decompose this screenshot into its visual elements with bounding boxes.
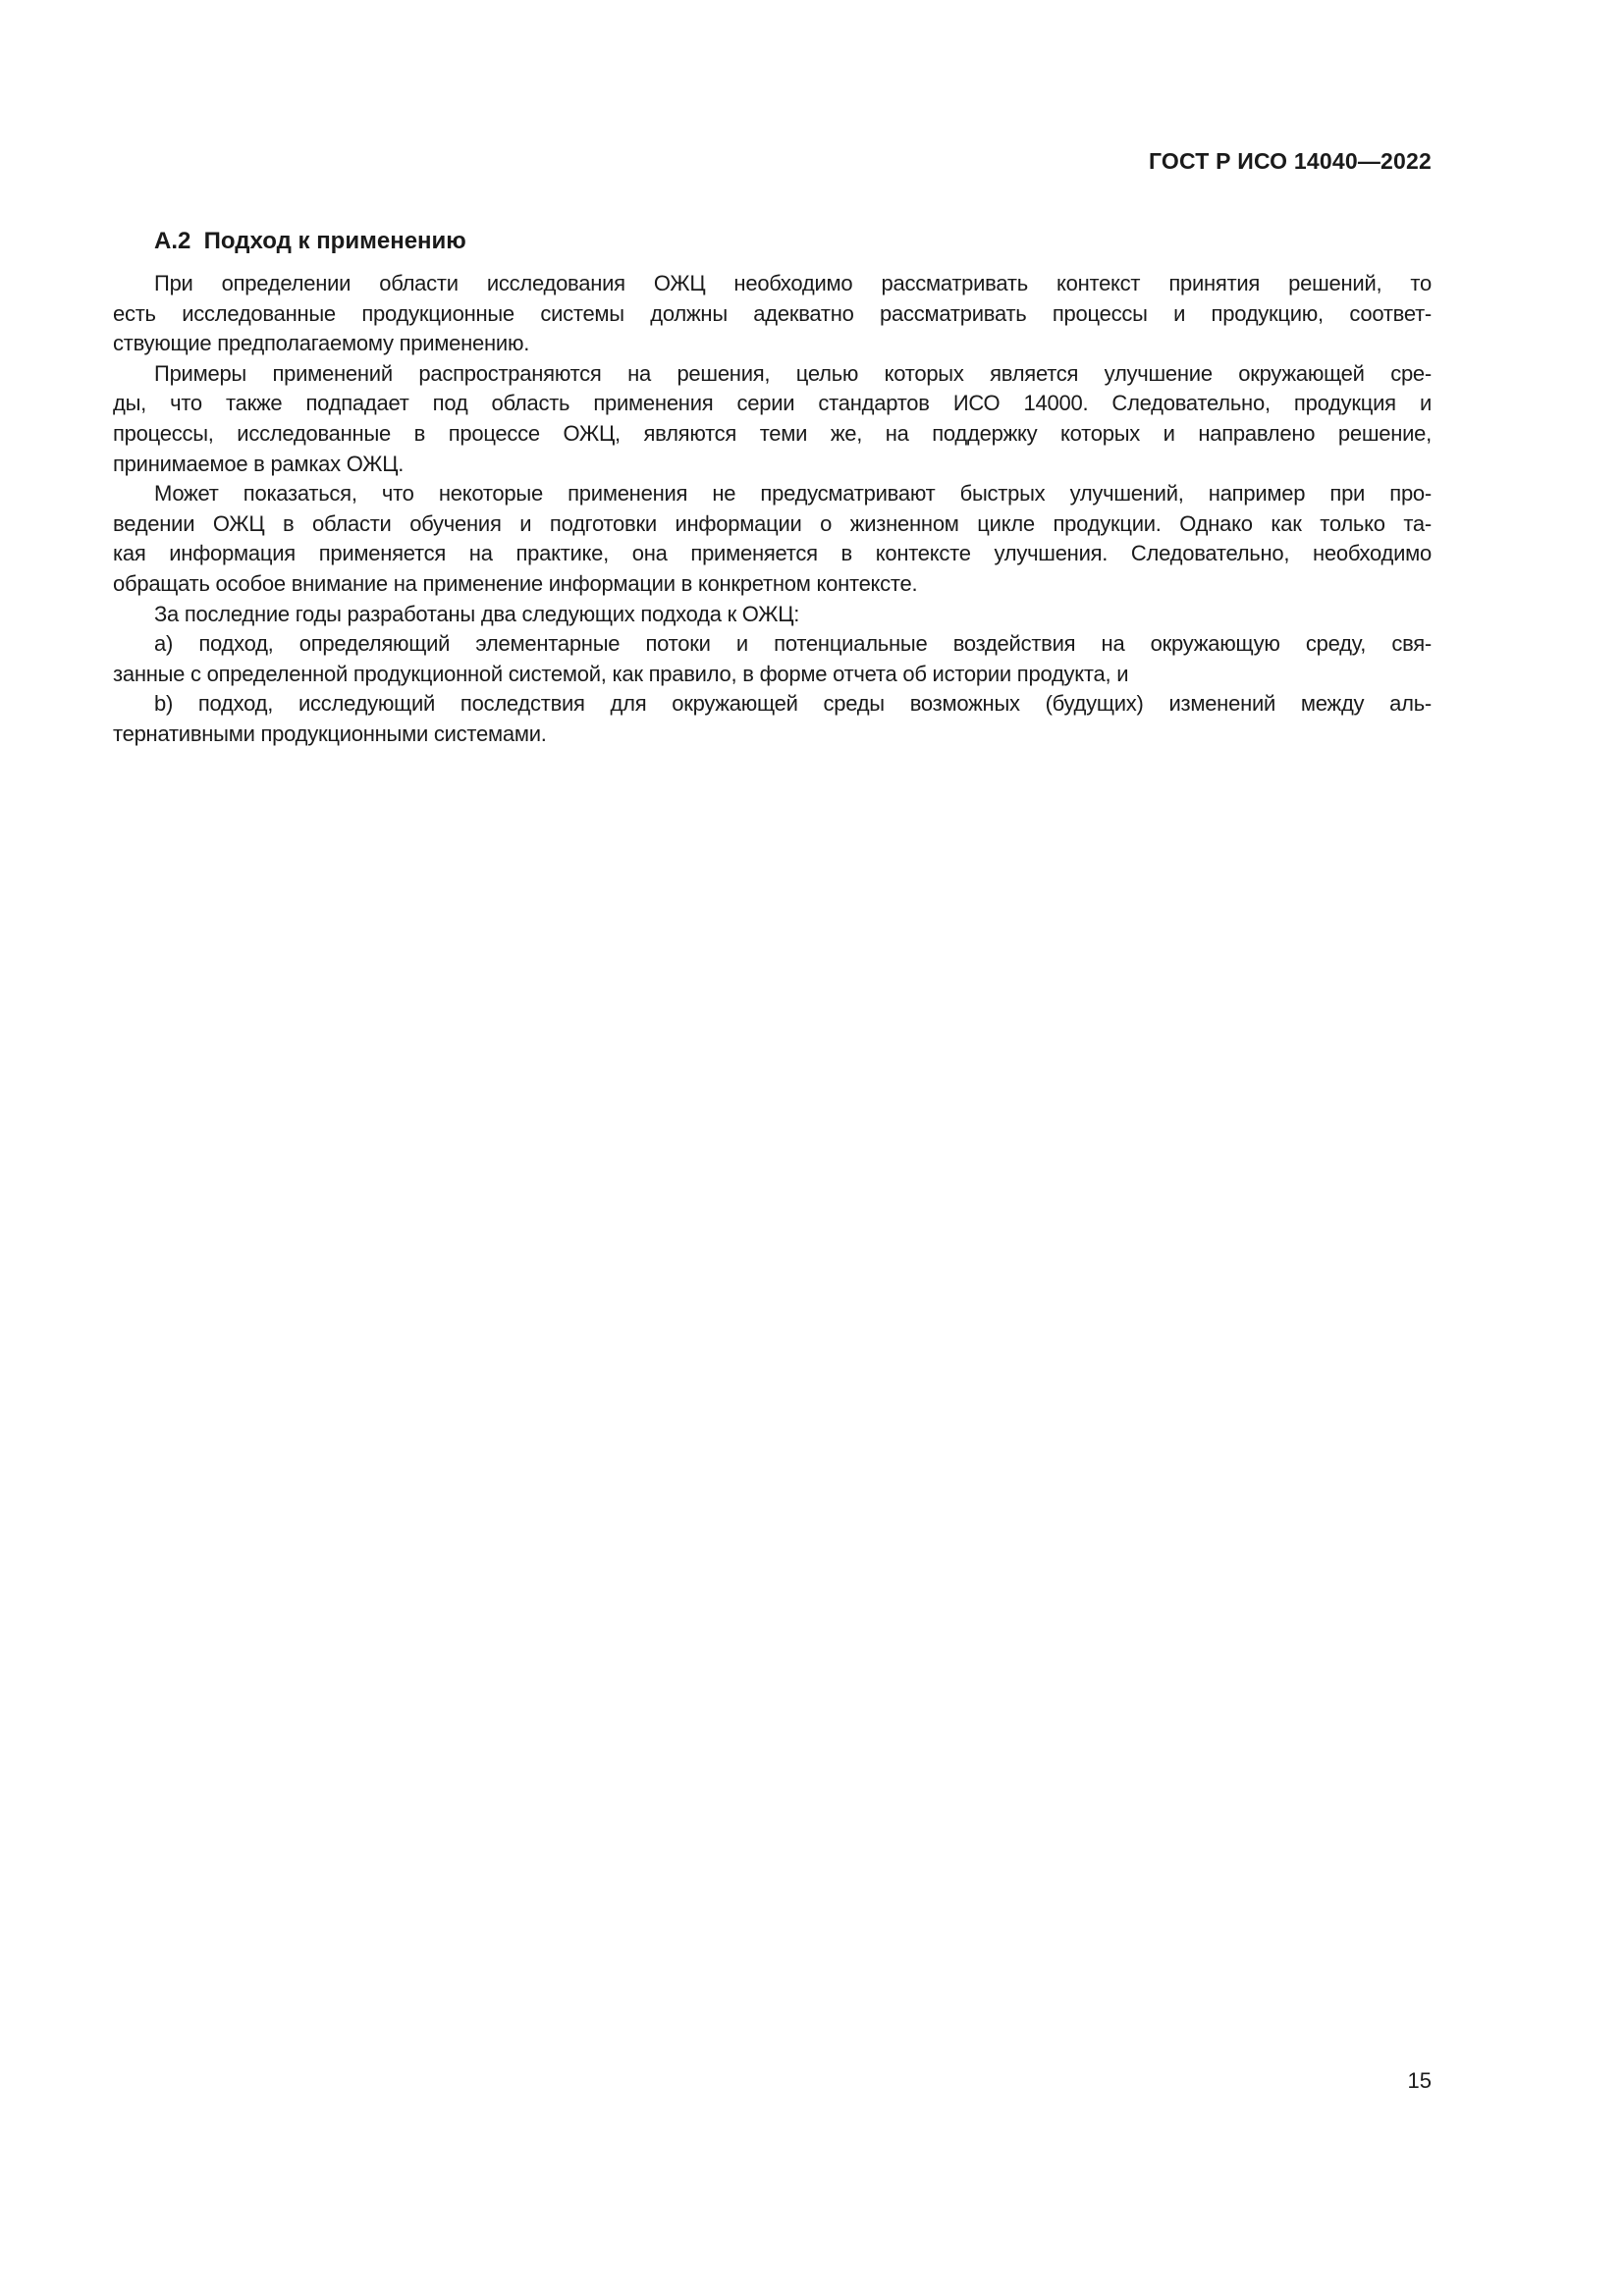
text-line: принимаемое в рамках ОЖЦ. [113, 451, 405, 476]
document-code-header: ГОСТ Р ИСО 14040—2022 [1148, 148, 1432, 174]
text-line: Примеры применений распространяются на решения, целью которых является улучшение окружающей сре- [154, 360, 1432, 386]
text-line: кая информация применяется на практике, она применяется в контексте улучшения. Следовательно, необходимо [113, 541, 1432, 566]
section-heading: А.2 Подход к применению [154, 228, 466, 254]
text-line: есть исследованные продукционные системы должны адекватно рассматривать процессы и продукцию, соответ- [113, 300, 1432, 326]
page-body [113, 227, 1432, 750]
text-line: ды, что также подпадает под область применения серии стандартов ИСО 14000. Следовательно, продукция и [113, 391, 1432, 416]
text-line: процессы, исследованные в процессе ОЖЦ, являются теми же, на поддержку которых и направлено решение, [113, 420, 1432, 446]
text-line: a) подход, определяющий элементарные потоки и потенциальные воздействия на окружающую среду, свя- [154, 631, 1432, 657]
text-line: ствующие предполагаемому применению. [113, 331, 530, 356]
text-line: тернативными продукционными системами. [113, 721, 547, 746]
paragraph [113, 359, 1432, 479]
text-line: За последние годы разработаны два следующих подхода к ОЖЦ: [154, 601, 800, 626]
paragraph [113, 600, 1432, 630]
text-line: обращать особое внимание на применение информации в конкретном контексте. [113, 570, 918, 596]
list-item-a [113, 629, 1432, 689]
paragraph [113, 479, 1432, 599]
page-number: 15 [1407, 2068, 1432, 2093]
text-line: b) подход, исследующий последствия для окружающей среды возможных (будущих) изменений между аль- [154, 691, 1432, 717]
list-item-b [113, 689, 1432, 749]
paragraph [113, 269, 1432, 359]
text-line: При определении области исследования ОЖЦ необходимо рассматривать контекст принятия решений, то [154, 271, 1432, 295]
text-line: ведении ОЖЦ в области обучения и подготовки информации о жизненном цикле продукции. Однако как только та- [113, 510, 1432, 536]
text-line: Может показаться, что некоторые применения не предусматривают быстрых улучшений, например при про- [154, 481, 1432, 507]
text-line: занные с определенной продукционной системой, как правило, в форме отчета об истории продукта, и [113, 661, 1129, 686]
